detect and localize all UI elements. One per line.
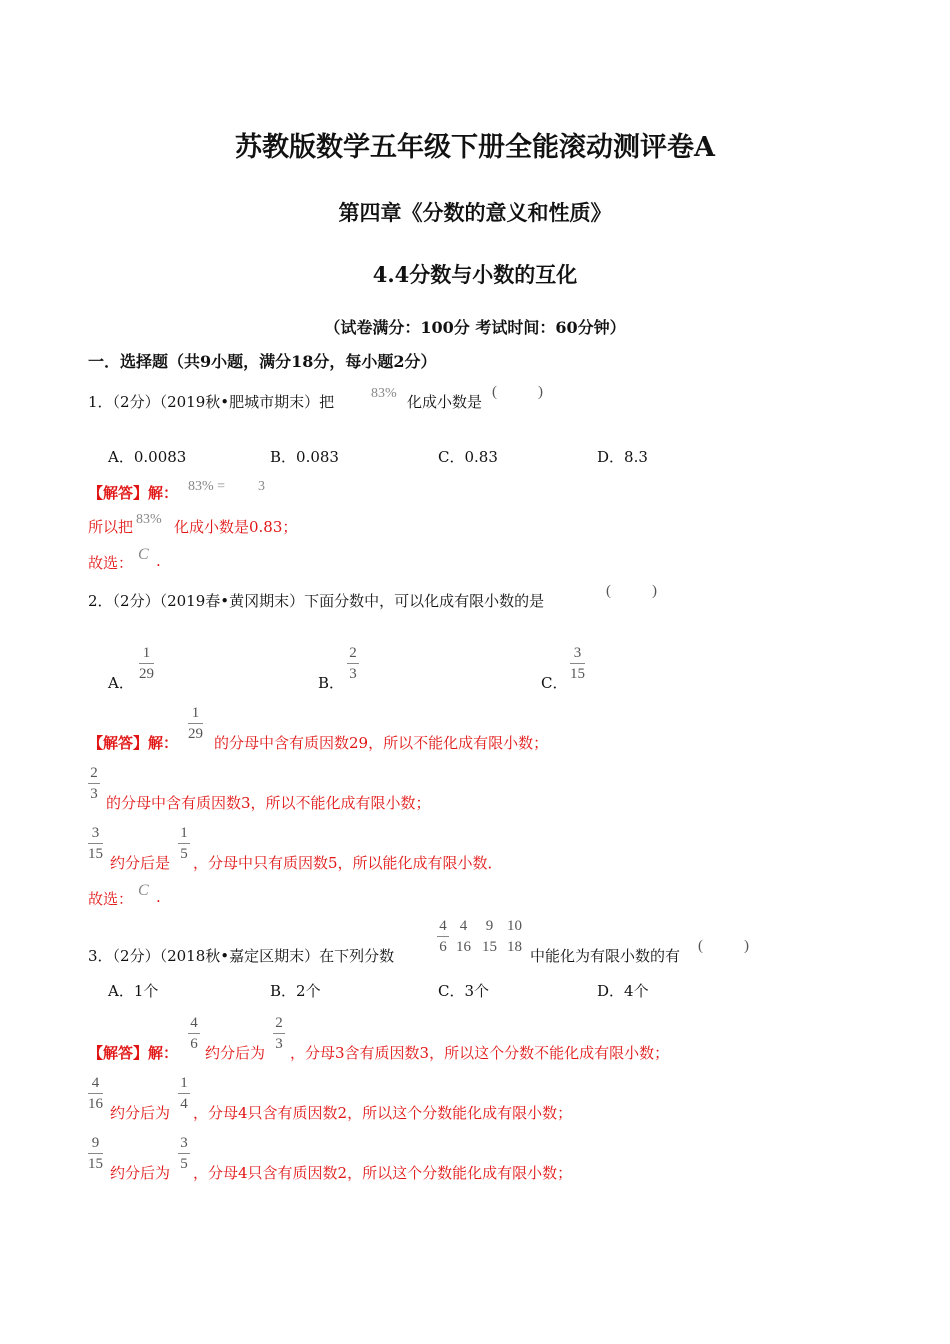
page-title: 苏教版数学五年级下册全能滚动测评卷A [235, 132, 715, 163]
q1-answer-label [88, 482, 178, 503]
q2-option-a: A． [108, 674, 134, 692]
q1-option-a: A．0.0083 [108, 448, 187, 466]
q2-option-c: C． [541, 674, 568, 692]
q3-option-a: A．1个 [108, 982, 159, 1000]
answer-label: 【解答】解： [88, 734, 179, 752]
q3-answer-l3-fraction-a [88, 1135, 103, 1172]
q1-choice-prefix: 故选： [88, 554, 134, 572]
q2-answer-fraction-2-3 [88, 765, 100, 802]
fraction-bar [507, 936, 522, 937]
q3-answer-l3-b: ，分母4只含有质因数2，所以这个分数能化成有限小数； [193, 1164, 573, 1182]
denominator: 15 [570, 666, 585, 682]
q3-answer-l2-fraction-a [88, 1075, 103, 1112]
question-3-stem-suffix: 中能化为有限小数的有 [530, 947, 681, 965]
numerator: 2 [349, 645, 357, 661]
denominator: 6 [439, 939, 447, 955]
denominator: 15 [88, 1156, 103, 1172]
fraction-bar [139, 663, 154, 664]
question-1-stem-suffix: 化成小数是 [407, 393, 483, 411]
denominator: 15 [88, 846, 103, 862]
question-3-stem-prefix: 3．（2分）（2018秋•嘉定区期末）在下列分数 [88, 947, 395, 965]
denominator: 15 [482, 939, 497, 955]
numerator: 10 [507, 918, 522, 934]
q1-answer-percent: 83% [136, 512, 162, 527]
q1-option-c: C．0.83 [438, 448, 498, 466]
q2-option-a-fraction [139, 645, 154, 682]
q2-answer-line3-a: 约分后是 [110, 854, 171, 872]
numerator: 9 [485, 918, 494, 934]
denominator: 5 [180, 1156, 188, 1172]
q3-answer-l2-b: ，分母4只含有质因数2，所以这个分数能化成有限小数； [193, 1104, 573, 1122]
chapter-title: 第四章《分数的意义和性质》 [338, 200, 612, 225]
q3-option-d: D．4个 [597, 982, 649, 1000]
q2-answer-fraction-1-29 [188, 705, 203, 742]
q1-option-d: D．8.3 [597, 448, 648, 466]
answer-label: 【解答】解： [88, 1044, 179, 1062]
q3-answer-l1-fraction-a [188, 1015, 200, 1052]
q1-answer-paren-close: ) [538, 384, 543, 400]
q2-answer-line1: 的分母中含有质因数29，所以不能化成有限小数； [214, 734, 549, 752]
denominator: 3 [90, 786, 98, 802]
fraction-bar [178, 1093, 190, 1094]
q1-percent: 83% [371, 386, 397, 401]
q3-fraction-4-6 [437, 918, 449, 955]
q2-answer-label [88, 732, 178, 753]
numerator: 3 [91, 825, 100, 841]
q3-option-b: B．2个 [270, 982, 321, 1000]
q3-answer-l3-a: 约分后为 [110, 1164, 171, 1182]
fraction-bar [88, 843, 103, 844]
q2-answer-paren-close: ) [652, 583, 657, 599]
fraction-bar [456, 936, 471, 937]
q3-fraction-9-15 [482, 918, 497, 955]
q3-answer-paren-close: ) [744, 938, 749, 954]
denominator: 5 [180, 846, 188, 862]
q1-choice-end: . [156, 552, 161, 570]
question-1-stem-prefix: 1．（2分）（2019秋•肥城市期末）把 [88, 393, 335, 411]
q3-answer-l1-b: ，分母3含有质因数3，所以这个分数不能化成有限小数； [290, 1044, 670, 1062]
denominator: 3 [275, 1036, 283, 1052]
denominator: 29 [188, 726, 203, 742]
numerator: 9 [91, 1135, 100, 1151]
answer-label: 【解答】解： [88, 484, 179, 502]
fraction-bar [88, 783, 100, 784]
q2-answer-line2: 的分母中含有质因数3，所以不能化成有限小数； [106, 794, 431, 812]
fraction-bar [188, 723, 203, 724]
numerator: 1 [191, 705, 200, 721]
denominator: 16 [88, 1096, 103, 1112]
q2-choice-end: . [156, 888, 161, 906]
fraction-bar [437, 936, 449, 937]
fraction-bar [482, 936, 497, 937]
q1-answer-cut-digit: 3 [258, 479, 265, 494]
q1-answer-line2-prefix: 所以把 [88, 518, 134, 536]
q1-option-b: B．0.083 [270, 448, 339, 466]
question-2-stem: 2．（2分）（2019春•黄冈期末）下面分数中，可以化成有限小数的是 [88, 592, 545, 610]
q1-answer-paren-open: ( [492, 384, 497, 400]
q3-answer-paren-open: ( [698, 938, 703, 954]
denominator: 18 [507, 939, 522, 955]
fraction-bar [178, 1153, 190, 1154]
numerator: 2 [275, 1015, 283, 1031]
numerator: 3 [573, 645, 582, 661]
denominator: 4 [180, 1096, 188, 1112]
fraction-bar [178, 843, 190, 844]
fraction-bar [88, 1153, 103, 1154]
fraction-bar [347, 663, 359, 664]
fraction-bar [88, 1093, 103, 1094]
fraction-bar [273, 1033, 285, 1034]
numerator: 1 [142, 645, 151, 661]
q2-answer-paren-open: ( [606, 583, 611, 599]
numerator: 4 [439, 918, 447, 934]
q2-choice-prefix: 故选： [88, 890, 134, 908]
q3-answer-l2-fraction-b [178, 1075, 190, 1112]
numerator: 1 [180, 825, 188, 841]
q3-answer-l3-fraction-b [178, 1135, 190, 1172]
denominator: 3 [349, 666, 357, 682]
numerator: 1 [180, 1075, 188, 1091]
numerator: 3 [180, 1135, 188, 1151]
q3-answer-l1-a: 约分后为 [205, 1044, 266, 1062]
q1-answer-line2-suffix: 化成小数是0.83； [174, 518, 298, 536]
part-heading: 一．选择题（共9小题，满分18分，每小题2分） [88, 352, 437, 371]
q1-choice-letter: C [138, 546, 149, 563]
numerator: 4 [91, 1075, 100, 1091]
q2-answer-fraction-3-15 [88, 825, 103, 862]
numerator: 2 [90, 765, 98, 781]
numerator: 4 [459, 918, 468, 934]
q2-answer-line3-b: ，分母中只有质因数5，所以能化成有限小数． [193, 854, 503, 872]
section-title: 4.4分数与小数的互化 [372, 262, 578, 287]
denominator: 6 [190, 1036, 198, 1052]
denominator: 16 [456, 939, 471, 955]
q2-choice-letter: C [138, 882, 149, 899]
q2-option-b-fraction [347, 645, 359, 682]
q2-option-c-fraction [570, 645, 585, 682]
q3-fraction-4-16 [456, 918, 471, 955]
q3-option-c: C．3个 [438, 982, 490, 1000]
q3-answer-l1-fraction-b [273, 1015, 285, 1052]
fraction-bar [188, 1033, 200, 1034]
q3-answer-label [88, 1042, 178, 1063]
q3-answer-l2-a: 约分后为 [110, 1104, 171, 1122]
exam-info: （试卷满分：100分 考试时间：60分钟） [324, 318, 626, 337]
q2-answer-fraction-1-5 [178, 825, 190, 862]
q1-answer-expression: 83% = [188, 479, 226, 494]
numerator: 4 [190, 1015, 198, 1031]
denominator: 29 [139, 666, 154, 682]
fraction-bar [570, 663, 585, 664]
q2-option-b: B． [318, 674, 345, 692]
q3-fraction-10-18 [507, 918, 522, 955]
